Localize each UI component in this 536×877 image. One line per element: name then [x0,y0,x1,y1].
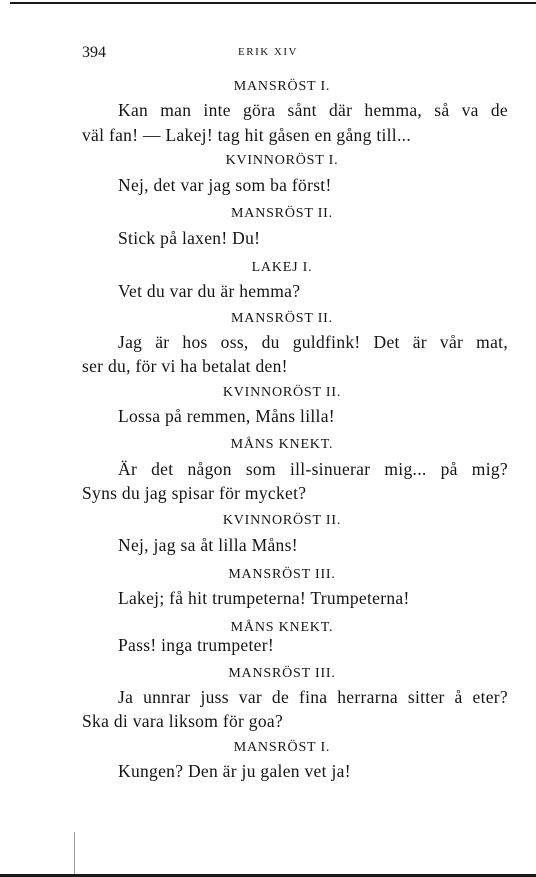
dialogue-line: Nej, det var jag som ba först! [118,175,332,195]
speaker-name: KVINNORÖST II. [222,385,342,400]
speaker-name: MANSRÖST I. [233,79,331,94]
dialogue-line: Syns du jag spisar för mycket? [82,483,307,503]
page-number: 394 [82,44,106,61]
speaker-name: MANSRÖST II. [231,206,333,221]
speaker-name: MANSRÖST III. [228,666,336,681]
dialogue-line: Kan man inte göra sånt där hemma, så va de [118,100,508,120]
dialogue-line: Ska di vara liksom för goa? [82,711,284,731]
dialogue-line: väl fan! — Lakej! tag hit gåsen en gång till... [82,125,411,145]
dialogue-line: Lossa på remmen, Måns lilla! [118,406,335,426]
dialogue-line: Ja unnrar juss var de fina herrarna sitter å eter? [118,687,508,707]
dialogue-line: Stick på laxen! Du! [118,228,261,248]
dialogue-line: Jag är hos oss, du guldfink! Det är vår mat, [118,332,508,352]
speaker-name: KVINNORÖST II. [222,513,342,528]
dialogue-line: Nej, jag sa åt lilla Måns! [118,535,298,555]
dialogue-line: Vet du var du är hemma? [118,281,301,301]
speaker-name: MANSRÖST II. [231,311,333,326]
dialogue-line: Kungen? Den är ju galen vet ja! [118,761,351,781]
speaker-name: MANSRÖST I. [233,740,331,755]
running-head: ERIK XIV [238,46,298,58]
page-top-edge [10,2,536,4]
dialogue-line: ser du, för vi ha betalat den! [82,356,288,376]
dialogue-line: Är det någon som ill-sinuerar mig... på mig? [118,459,508,479]
speaker-name: KVINNORÖST I. [225,153,339,168]
page-left-edge [74,832,75,874]
speaker-name: MÅNS KNEKT. [230,620,334,635]
speaker-name: LAKEJ I. [251,260,313,275]
speaker-name: MANSRÖST III. [228,567,336,582]
dialogue-line: Pass! inga trumpeter! [118,635,274,655]
dialogue-line: Lakej; få hit trumpeterna! Trumpeterna! [118,588,410,608]
speaker-name: MÅNS KNEKT. [230,437,334,452]
